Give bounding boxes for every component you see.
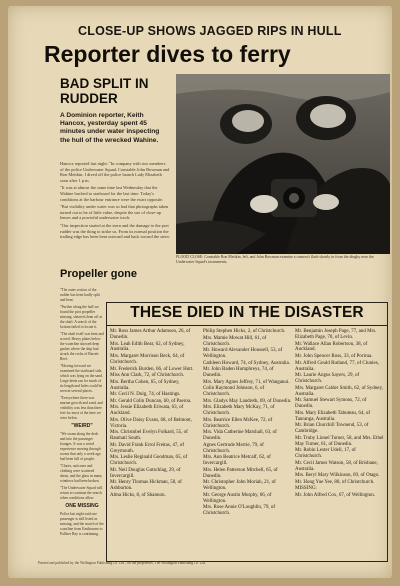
article-paragraph: "Everywhere there was marine growth and sand, and visibility was less than three feet for most of the time we were below. (60, 396, 103, 420)
article-paragraph: "It was at almost the same time last Wednesday that the Wahine lurched to starboard for the last time. Today's conditions at the harbour entrance were the exact opposite. (60, 185, 164, 202)
article-body (60, 161, 170, 253)
diver-photo (176, 74, 390, 254)
victim-entry: Mrs. Margaret Calder Smith, 62, of Sydney, Australia. (295, 385, 383, 397)
victim-entry: Mrs. Margaret Morrison Beck, 64, of Christchurch. (110, 354, 185, 365)
article-paragraph: "The outer section of the rudder has been badly split and bent. (60, 288, 100, 302)
continued-article-column (60, 288, 104, 558)
victim-entry: Mrs. Ann Beatrice Metcalf, 62, of Invercargill. (203, 455, 271, 467)
article-paragraph: Hancox reported last night: "In company with two members of the police Underwater Squad, Constable John Bowman and Ron Mettkin, I dived off the police launch Lady Elizabeth soon after 1 p.m. (60, 161, 170, 183)
victim-entry: Mrs. Mamie Mowat Hill, 61, of Christchurch. (203, 335, 267, 347)
victim-entry: Mrs. Beatrice Ellen McKee, 72, of Christchurch. (203, 417, 273, 429)
victim-entry: Mr. Laurie Angus Sayers, 29, of Christchurch. (295, 373, 360, 384)
victim-entry: Philip Stephen Hicks, 2, of Christchurch. (203, 329, 286, 334)
victim-entry: Mrs. Elizabeth Mary McKay, 71, of Christchurch. (203, 405, 275, 417)
victim-entry: Mr. John Alfred Cox, 67, of Wellington. (295, 492, 376, 498)
victim-entry: Mr. Ross James Arthur Adamson, 26, of Dunedin. (110, 329, 191, 340)
divider (107, 325, 387, 326)
victim-entry: Mrs. Mary Elizabeth Tabuteau, 64, of Tauranga, Australia. (295, 410, 371, 422)
article-paragraph: "Moving forward we examined the starboard side, which was lying on the sand. Large dents ran for much of its length and holes could be seen in several places. (60, 364, 103, 393)
subheadline: BAD SPLIT IN RUDDER (60, 76, 149, 106)
victim-entry: Mr. Hong Yue Yee, 80, of Christchurch. (295, 479, 375, 485)
victim-entry: Mr. Robin Lester Udell, 17, of Christchurch. (295, 448, 356, 459)
lede-paragraph: A Dominion reporter, Keith Hancox, yesterday spent 45 minutes under water inspecting the hull of the wrecked Wahine. (60, 112, 160, 144)
victim-entry: Mr. Cecil N. Doig, 74, of Hastings. (110, 392, 181, 398)
victims-column-3 (295, 329, 384, 499)
article-paragraph: "But visibility under water was so bad that photographs taken turned out to be of little value, despite the use of close-up lenses and a powerful underwater torch. (60, 204, 169, 221)
victim-entry: Colin Raymond Johnson, 6, of Christchurch. (203, 386, 265, 398)
diver-photo-image (176, 74, 390, 254)
victim-entry: Miss Ann Clark, 72, of Christchurch. (110, 373, 185, 379)
victim-entry: Mr. Wallace Allan Robertson, 38, of Auckland. (295, 341, 368, 353)
victim-entry: Mrs. Olive Daisy Evans, 68, of Belmont, Victoria. (110, 417, 192, 429)
victim-entry: Mr. Brian Churchill Townend, 53, of Cambridge. (295, 423, 369, 434)
victim-entry: Mr. George Austin Murphy, 66, of Wellington. (203, 492, 272, 504)
victim-entry: Mr. Cecil James Watson, 58, of Brisbane, Australia. (295, 460, 378, 472)
victim-entry: Mr. Frederick Burden, 66, of Lower Hutt. (110, 366, 194, 372)
victim-entry: Mr. John Spencer Ross, 33, of Porirua. (295, 354, 373, 359)
victim-entry: Mrs. Jessie Elizabeth Eriwata, 63, of Auckland. (110, 405, 184, 417)
victim-entry: Mrs. Bertha Cohen, 65, of Sydney, Australia. (110, 379, 180, 391)
victim-entry: Mr. Samuel Stewart Symons, 72, of Dunedin. (295, 398, 367, 409)
column-subhead: "WEIRD" (71, 423, 93, 429)
article-paragraph: "The Underwater Squad will return to continue the search when conditions allow. (60, 486, 103, 500)
victim-entry: Mrs. Mary Agnes Jeffrey, 71, of Wanganui. (203, 379, 290, 385)
victim-entry: Mr. Neil Douglas Gutschlag, 29, of Invercargill. (110, 467, 181, 479)
section-head-propeller: Propeller gone (60, 268, 138, 280)
article-paragraph: Police last night said one passenger is still listed as missing, and the search of the coastline from Eastbourne to Palliser Bay is continuing. (60, 512, 104, 536)
victim-entry: Alma Hicks, 8, of Shannon. (110, 492, 166, 498)
victim-entry: Mr. Benjamin Joseph Page, 77, and Mrs. Elizabeth Page, 70, of Levin. (295, 329, 377, 340)
newspaper-page (8, 6, 392, 578)
victim-entry: Cathleen Howard, 74, of Sydney, Australia. (203, 360, 291, 366)
victims-list-title: THESE DIED IN THE DISASTER (130, 304, 364, 321)
victim-entry: Mrs. Leslie Reginald Goodman, 65, of Christchurch. (110, 455, 188, 467)
article-paragraph: "We swam along the deck and into the passenger lounges. It was a weird experience moving through rooms that only a week ago had been full of people. (60, 432, 101, 461)
victim-entry: MISSING: (295, 486, 317, 492)
main-headline: Reporter dives to ferry (44, 41, 291, 67)
victims-list-box (106, 302, 388, 562)
victims-column-1 (110, 329, 199, 499)
victim-entry: Mr. Henry Thomas Hickman, 58, of Ashburton. (110, 480, 182, 492)
victim-entry: Mr. John Baden Humphreys, 74, of Dunedin. (203, 367, 274, 379)
victim-entry: Mrs. Helen Patterson Mitchell, 65, of Dunedin. (203, 467, 278, 479)
victim-entry: Mr. David Frank Errol Freitas, 47, of Greymouth. (110, 442, 185, 454)
victim-entry: Mr. Christopher John Moriah, 21, of Wellington. (203, 480, 276, 492)
victim-entry: Mr. Howard Alexander Houssell, 53, of Wellington. (203, 348, 283, 359)
article-paragraph: "Further along the hull we found the port propeller missing, sheared clean off at the shaft. A search of the bottom failed to locate it. (60, 305, 103, 329)
imprint-footer: Printed and published by the Wellington Publishing Co. Ltd., for the proprietors, The Wellington Publishing Co. Ltd. (38, 561, 206, 565)
kicker-headline: CLOSE-UP SHOWS JAGGED RIPS IN HULL (78, 24, 342, 38)
victim-entry: Mrs. Leah Edith Bear, 62, of Sydney, Australia. (110, 341, 185, 353)
article-paragraph: "Chairs, suitcases and clothing were scattered about, and the glass in many windows had been broken. (60, 464, 102, 483)
article-paragraph: "Our inspection started at the stern and the damage to the port rudder was the thing to strike us. From its normal position the trailing edge has been bent outward and back toward the stern. (60, 222, 170, 240)
victim-entry: Mr. Gerald Colin Duncan, 60, of Paeroa. (110, 398, 192, 404)
victim-entry: Mrs. Rose Annie O'Loughlin, 79, of Christchurch. (203, 505, 276, 517)
photo-caption: FLOOD CLOSE: Constable Ron Mettkin, left, and John Bowman examine a camera's flash shortly in from the dinghy near the Underwater Squad's instruments. (176, 255, 374, 264)
victims-column-2 (203, 329, 292, 518)
article-paragraph: "The shaft itself was bent and scored. Heavy plates below the waterline showed deep gashes where the ship had struck the rocks of Barrett Reef. (60, 332, 104, 361)
victim-entry: Mrs. Christobel Evelyn Folkard, 55, of Raumati South. (110, 430, 188, 442)
victim-entry: Mrs. Gladys May Landreth, 69, of Dunedin. (203, 398, 292, 404)
victim-entry: Mrs. Beryl Mary Wilkinson, 69, of Otago. (295, 473, 380, 479)
victim-entry: Mr. Alfred Gould Rutland, 77, of Clunies, Australia. (295, 360, 379, 372)
column-subhead: ONE MISSING (65, 503, 99, 509)
victim-entry: Mrs. Vida Catherine Marshall, 63, of Dunedin. (203, 430, 277, 442)
victim-entry: Mr. Truby Lionel Turner, 58, and Mrs. Ethel May Turner, 61, of Dunedin. (295, 435, 384, 447)
victim-entry: Agnes Gertrude Merrie, 79, of Christchurch. (203, 442, 264, 454)
